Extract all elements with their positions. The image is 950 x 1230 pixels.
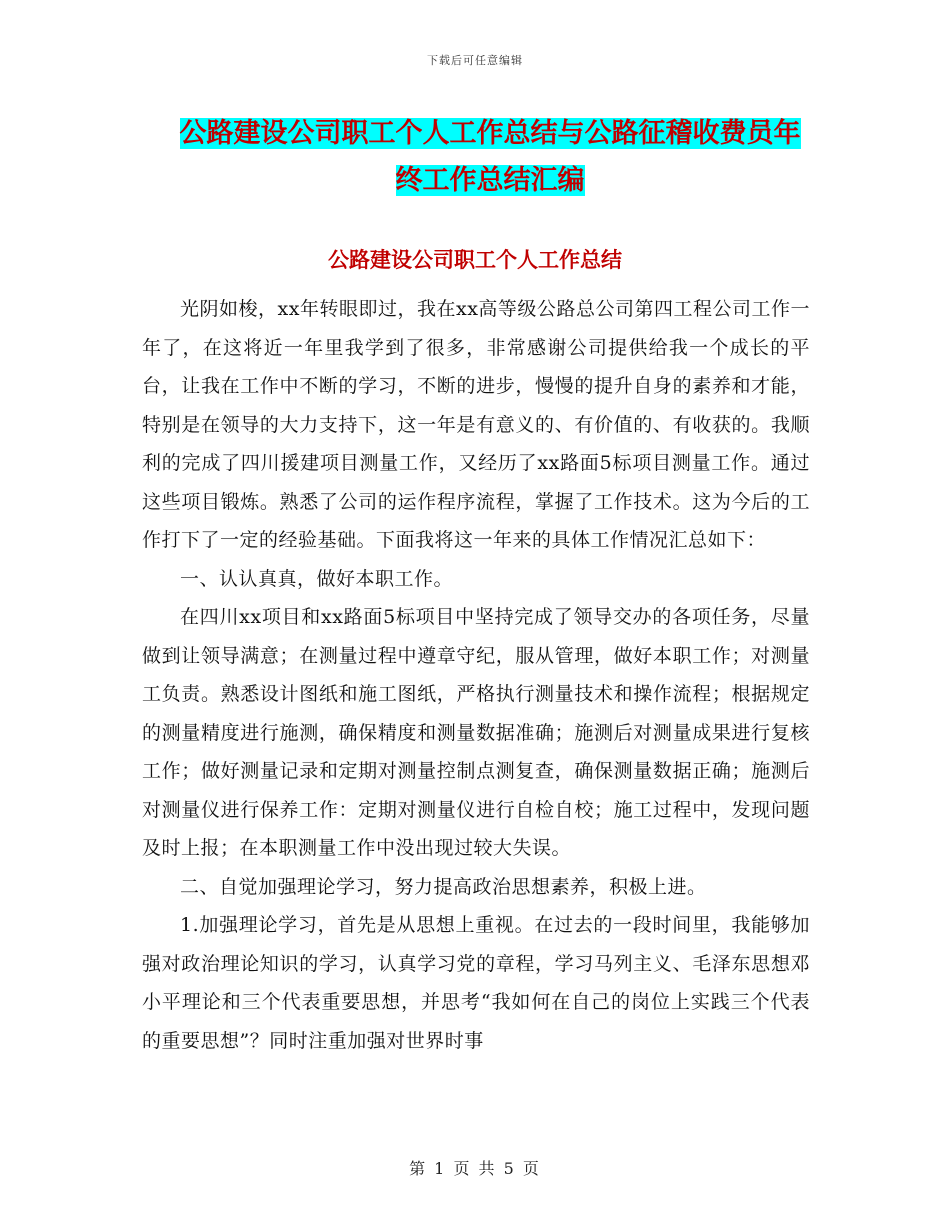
document-body — [142, 290, 810, 1060]
paragraph-heading-2: 二、自觉加强理论学习，努力提高政治思想素养，积极上进。 — [180, 875, 707, 898]
document-title — [140, 110, 840, 204]
paragraph-study: 1.加强理论学习，首先是从思想上重视。在过去的一段时间里，我能够加强对政治理论知识的学习，认真学习党的章程，学习马列主义、毛泽东思想邓小平理论和三个代表重要思想，并思考“我如何在自己的岗位上实践三个代表的重要思想”？同时注重加强对世界时事 — [142, 914, 810, 1052]
paragraph-intro: 光阴如梭，xx年转眼即过，我在xx高等级公路总公司第四工程公司工作一年了，在这将近一年里我学到了很多，非常感谢公司提供给我一个成长的平台，让我在工作中不断的学习，不断的进步，慢慢的提升自身的素养和才能，特别是在领导的大力支持下，这一年是有意义的、有价值的、有收获的。我顺利的完成了四川援建项目测量工作，又经历了xx路面5标项目测量工作。通过这些项目锻炼。熟悉了公司的运作程序流程，掌握了工作技术。这为今后的工作打下了一定的经验基础。下面我将这一年来的具体工作情况汇总如下： — [142, 298, 810, 551]
section-title: 公路建设公司职工个人工作总结 — [328, 248, 622, 272]
document-title-line-2: 终工作总结汇编 — [395, 165, 585, 196]
header-note: 下载后可任意编辑 — [427, 54, 523, 67]
page-number: 第 1 页 共 5 页 — [409, 1159, 541, 1178]
document-title-line-1: 公路建设公司职工个人工作总结与公路征稽收费员年 — [179, 118, 801, 149]
paragraph-duties: 在四川xx项目和xx路面5标项目中坚持完成了领导交办的各项任务，尽量做到让领导满意；在测量过程中遵章守纪，服从管理，做好本职工作；对测量工负责。熟悉设计图纸和施工图纸，严格执行测量技术和操作流程；根据规定的测量精度进行施测，确保精度和测量数据准确；施测后对测量成果进行复核工作；做好测量记录和定期对测量控制点测复查，确保测量数据正确；施测后对测量仪进行保养工作：定期对测量仪进行自检自校；施工过程中，发现问题及时上报；在本职测量工作中没出现过较大失误。 — [142, 606, 810, 859]
paragraph-heading-1: 一、认认真真，做好本职工作。 — [180, 567, 454, 590]
